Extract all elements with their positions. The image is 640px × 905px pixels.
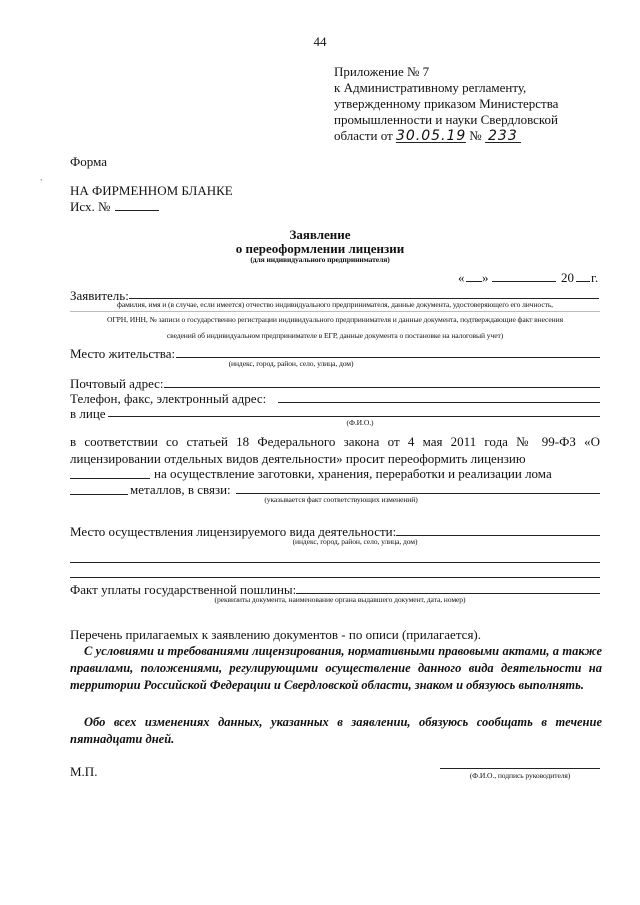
outgoing-number-line [115, 210, 159, 211]
title-line-2: о переоформлении лицензии [235, 241, 405, 256]
outgoing-number-label: Исх. № [70, 199, 111, 214]
stamp-label: М.П. [70, 764, 98, 779]
postal-line [164, 387, 600, 388]
applicant-line-2 [70, 311, 600, 312]
applicant-label: Заявитель: [70, 288, 129, 303]
person-line [108, 416, 600, 417]
page-number: 44 [313, 34, 327, 49]
activity-place-hint: (индекс, город, район, село, улица, дом) [292, 537, 418, 546]
appendix-line-2: к Административному регламенту, [334, 80, 527, 95]
date-open-quote: « [458, 270, 465, 285]
date-year-prefix: 20 [561, 270, 574, 285]
form-label: Форма [70, 154, 107, 169]
person-hint: (Ф.И.О.) [346, 418, 374, 427]
person-label: в лице [70, 406, 106, 421]
body-hint: (указывается факт соответствующих изменений) [264, 495, 418, 504]
appendix-date-handwritten: 30.05.19 [395, 128, 467, 144]
activity-place-line-2 [70, 562, 600, 563]
fee-hint: (реквизиты документа, наименование органа выдавшего документ, дата, номер) [214, 595, 466, 604]
body-line-3: металлов, в связи: [130, 482, 231, 497]
date-day-line [466, 281, 482, 282]
residence-hint: (индекс, город, район, село, улица, дом) [228, 359, 354, 368]
body-line-2: на осуществление заготовки, хранения, переработки и реализации лома [154, 466, 552, 481]
activity-place-line-3 [70, 577, 600, 578]
applicant-hint-3: сведений об индивидуальном предпринимателе в ЕГР, данные документа о постановке на налоговый учет) [166, 331, 504, 340]
letterhead-label: НА ФИРМЕННОМ БЛАНКЕ [70, 183, 233, 198]
date-year-line [576, 281, 590, 282]
residence-label: Место жительства: [70, 346, 176, 361]
commitment-paragraph-1: С условиями и требованиями лицензирования, нормативными правовыми актами, а также правилами, положениями, регулирующими осуществление данного вида деятельности на территории Российской Федерации и Свердловской области, знаком и обязуюсь выполнять. [70, 644, 602, 692]
contacts-label: Телефон, факс, электронный адрес: [70, 391, 267, 406]
appendix-number-sign: № [469, 128, 482, 143]
applicant-hint-2: ОГРН, ИНН, № записи о государственно регистрации индивидуального предпринимателя и данные документа, подтверждающие факт внесения [107, 315, 563, 324]
applicant-hint-1: фамилия, имя и (в случае, если имеется) отчество индивидуального предпринимателя, данные документа, удостоверяющего его личность, [117, 300, 553, 309]
attachments-text: Перечень прилагаемых к заявлению документов - по описи (прилагается). [70, 627, 481, 642]
fee-line [296, 593, 600, 594]
title-line-3: (для индивидуального предпринимателя) [250, 255, 390, 264]
appendix-number-handwritten: 233 [485, 130, 521, 143]
body-blank-line [70, 478, 150, 479]
commitment-paragraph-2: Обо всех изменениях данных, указанных в заявлении, обязуюсь сообщать в течение пятнадцати дней. [70, 715, 602, 746]
title-line-1: Заявление [289, 227, 351, 242]
body-changes-line [236, 493, 600, 494]
stray-mark: ` [40, 178, 43, 187]
date-month-line [492, 281, 556, 282]
fee-label: Факт уплаты государственной пошлины: [70, 582, 297, 597]
signature-line [440, 768, 600, 769]
body-blank-line-2 [70, 494, 128, 495]
appendix-line-4: промышленности и науки Свердловской [334, 112, 559, 127]
postal-label: Почтовый адрес: [70, 376, 164, 391]
applicant-line [129, 298, 599, 299]
appendix-line-1: Приложение № 7 [334, 64, 430, 79]
residence-line [176, 357, 600, 358]
contacts-line [278, 402, 600, 403]
date-year-suffix: г. [591, 270, 599, 285]
signature-hint: (Ф.И.О., подпись руководителя) [469, 771, 571, 780]
appendix-date-prefix: области от [334, 128, 393, 143]
body-paragraph: в соответствии со статьей 18 Федерального закона от 4 мая 2011 года № 99-ФЗ «О лицензировании отдельных видов деятельности» просит переоформить лицензию [70, 434, 600, 466]
activity-place-line [396, 535, 600, 536]
appendix-line-3: утвержденному приказом Министерства [334, 96, 559, 111]
appendix-line-5 [334, 128, 521, 144]
date-close-quote: » [482, 270, 489, 285]
activity-place-label: Место осуществления лицензируемого вида деятельности: [70, 524, 397, 539]
